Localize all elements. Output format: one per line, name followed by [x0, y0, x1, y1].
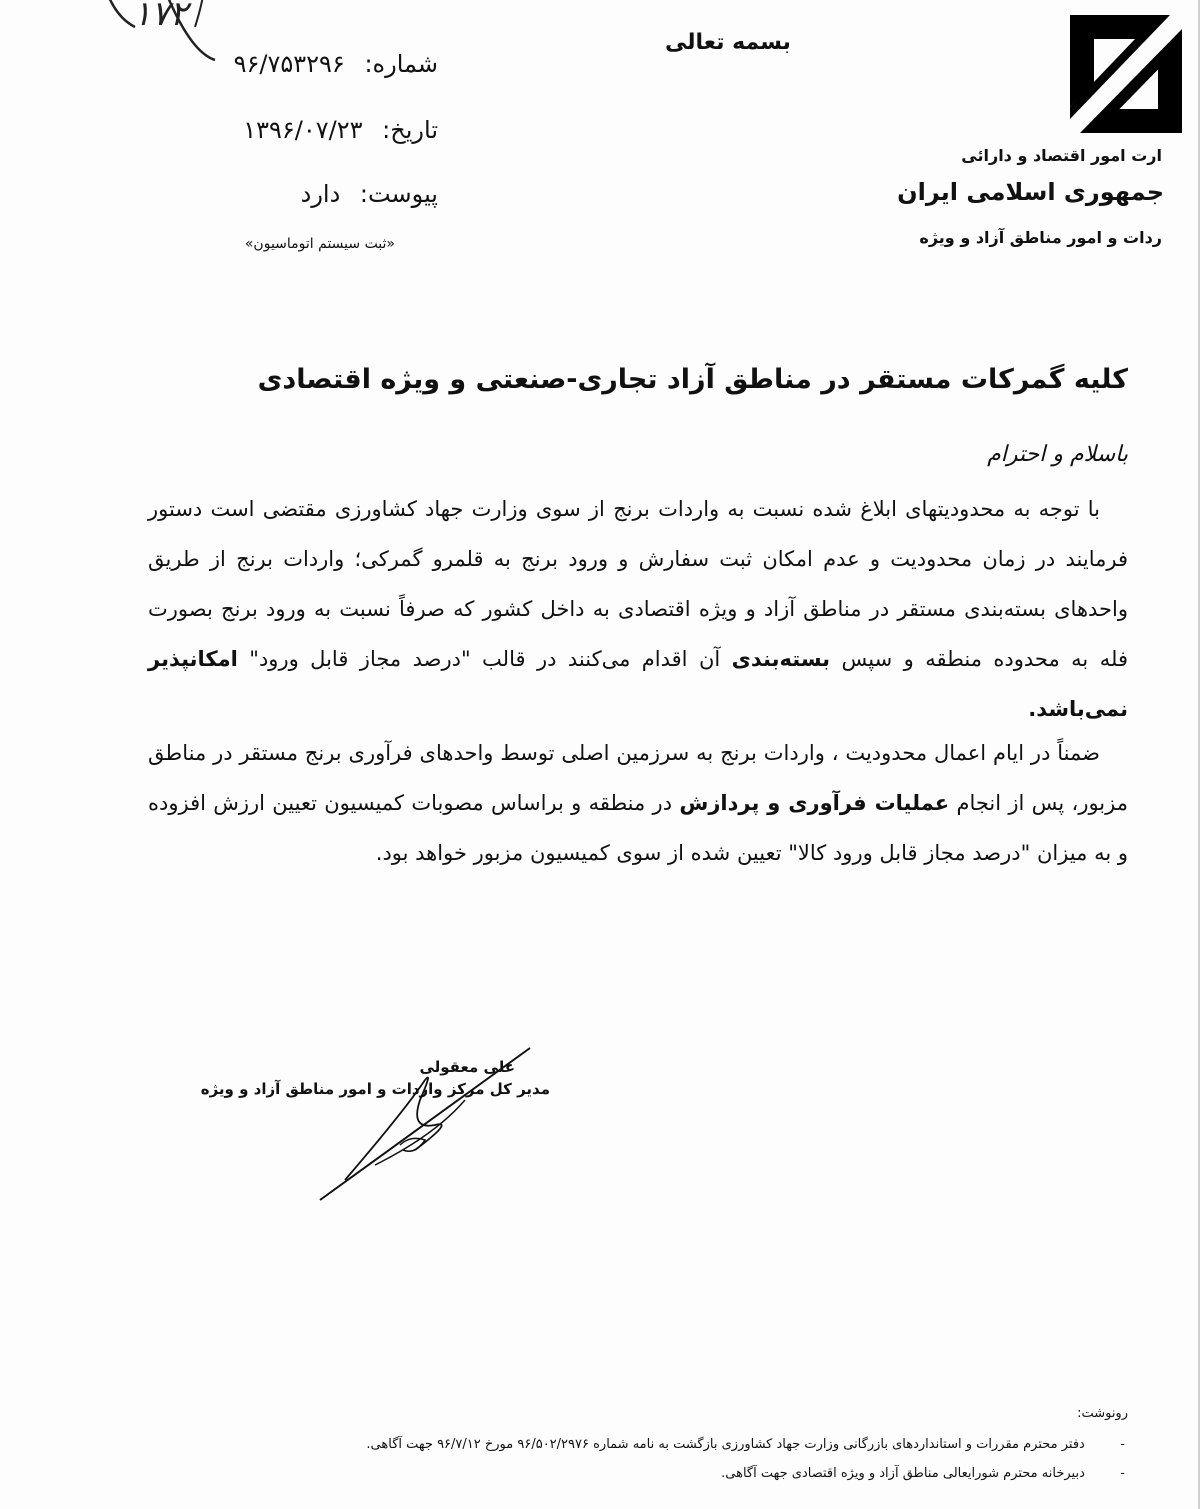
cc-item-text: دبیرخانه محترم شورایعالی مناطق آزاد و ویژه اقتصادی جهت آگاهی. [721, 1466, 1085, 1481]
paragraph-2-text-b: در منطقه و براساس مصوبات کمیسیون تعیین ارزش افزوده و به میزان "درصد مجاز قابل ورود کالا" تعیین شده از سوی کمیسیون مزبور خواهد بود. [148, 791, 1128, 865]
cc-title: رونوشت: [1077, 1406, 1128, 1421]
paragraph-1-text-a: با توجه به محدودیتهای ابلاغ شده نسبت به واردات برنج از سوی وزارت جهاد کشاورزی مقتضی است دستور فرمایند در زمان محدودیت و عدم امکان ثبت سفارش و ورود برنج به قلمرو گمرکی؛ واردات برنج از طریق واحدهای بسته‌بندی مستقر در مناطق آزاد و ویژه اقتصادی به داخل کشور که صرفاً نسبت به ورود برنج بصورت فله به محدوده منطقه و سپس [148, 497, 1128, 671]
registration-note: «ثبت سیستم اتوماسیون» [244, 236, 395, 252]
ministry-name: ارت امور اقتصاد و دارائی [961, 146, 1162, 165]
greeting: باسلام و احترام [987, 442, 1128, 467]
cc-item-text: دفتر محترم مقررات و استانداردهای بازرگانی وزارت جهاد کشاورزی بازگشت به نامه شماره ۹۶/۵۰۲/۲۹۷۶ مورخ ۹۶/۷/۱۲ جهت آگاهی. [366, 1437, 1085, 1452]
ministry-logo [1070, 15, 1182, 133]
signature-strokes [315, 1040, 545, 1205]
handwritten-number [95, 0, 230, 67]
date-value: ۱۳۹۶/۰۷/۲۳ [243, 116, 363, 144]
republic-name: جمهوری اسلامی ایران [897, 178, 1164, 206]
paragraph-1-bold-not-possible: امکانپذیر نمی‌باشد. [148, 647, 1128, 721]
cc-item-dash: - [1120, 1437, 1125, 1452]
letter-attachment [301, 180, 438, 208]
attachment-value: دارد [300, 180, 341, 208]
signer-title: مدیر کل مرکز واردات و امور مناطق آزاد و ویژه [200, 1080, 550, 1098]
date-label: تاریخ: [382, 116, 438, 144]
paragraph-2-text-a: ضمناً در ایام اعمال محدودیت ، واردات برنج به سرزمین اصلی توسط واحدهای فرآوری برنج مستقر در مناطق مزبور، پس از انجام [148, 741, 1128, 815]
handwritten-number-text: ۱۷۲ [133, 0, 188, 34]
cc-item [366, 1437, 1125, 1452]
basmala: بسمه تعالی [665, 30, 791, 55]
letter-number [234, 50, 438, 78]
cc-item-dash: - [1120, 1466, 1125, 1481]
cc-item [721, 1466, 1125, 1481]
paragraph-2 [148, 728, 1128, 878]
number-label: شماره: [364, 50, 438, 78]
paragraph-1 [148, 484, 1128, 734]
paragraph-1-text-b: آن اقدام می‌کنند در قالب "درصد مجاز قابل ورود" [249, 647, 721, 671]
addressee: کلیه گمرکات مستقر در مناطق آزاد تجاری-صنعتی و ویژه اقتصادی [257, 364, 1128, 395]
letter-date [243, 116, 438, 144]
paragraph-1-bold-packaging: بسته‌بندی [731, 647, 831, 671]
number-value: ۹۶/۷۵۳۲۹۶ [233, 50, 345, 78]
attachment-label: پیوست: [359, 180, 438, 208]
signer-name: علی معقولی [419, 1058, 515, 1076]
department-name: ردات و امور مناطق آزاد و ویژه [919, 228, 1162, 247]
paragraph-2-bold-processing: عملیات فرآوری و پردازش [679, 791, 950, 815]
handwritten-signature [315, 1040, 545, 1205]
logo-emblem-icon [1070, 15, 1182, 133]
